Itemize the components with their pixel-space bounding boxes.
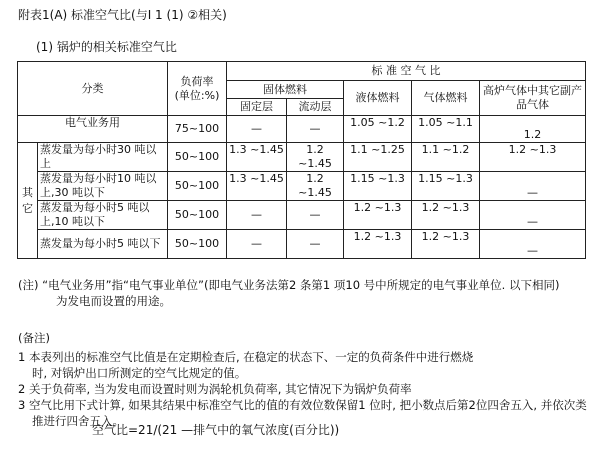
row-other-2-liquid: 1.15 ~1.3 (344, 172, 412, 201)
header-solid-fuel: 固体燃料 (227, 81, 344, 99)
header-load-rate-label: 负荷率 (180, 74, 214, 88)
row-other-3-gas: 1.2 ~1.3 (412, 201, 480, 230)
remarks-heading: (备注) (18, 331, 50, 345)
row-other-1-liquid: 1.1 ~1.25 (344, 143, 412, 172)
row-other-1-load: 50~100 (168, 143, 227, 172)
note-line-2: 为发电而设置的用途。 (56, 294, 171, 308)
row-other-4-liquid: 1.2 ~1.3 (344, 230, 412, 259)
row-other-1-fixed: 1.3 ~1.45 (227, 143, 287, 172)
page-title: 附表1(A) 标准空气比(与Ⅰ 1 (1) ②相关) (18, 8, 227, 22)
row-other-4-fluid: — (287, 230, 344, 259)
row-electric-bf: 1.2 (480, 116, 586, 143)
row-electric-label: 电气业务用 (18, 116, 168, 143)
header-bf-gas: 高炉气体中其它副产品气体 (480, 81, 586, 116)
remark-1-cont: 时, 对锅炉出口所测定的空气比规定的值。 (32, 366, 247, 380)
row-other-1-gas: 1.1 ~1.2 (412, 143, 480, 172)
header-load-rate (168, 62, 227, 116)
row-other-2-bf: — (480, 172, 586, 201)
row-other-1-label: 蒸发量为每小时30 吨以上 (38, 143, 168, 172)
row-other-1-fluid: 1.2 ~1.45 (287, 143, 344, 172)
row-other-2-fluid: 1.2 ~1.45 (287, 172, 344, 201)
row-other-4-bf: — (480, 230, 586, 259)
row-other-3-label: 蒸发量为每小时5 吨以上,10 吨以下 (38, 201, 168, 230)
remark-2: 2 关于负荷率, 当为发电而设置时则为涡轮机负荷率, 其它情况下为锅炉负荷率 (18, 382, 412, 396)
other-label-text: 其它 (22, 185, 33, 215)
row-electric-load: 75~100 (168, 116, 227, 143)
row-other-3-liquid: 1.2 ~1.3 (344, 201, 412, 230)
air-ratio-formula: 空气比=21/(21 —排气中的氧气浓度(百分比)) (92, 423, 340, 437)
row-other-4-gas: 1.2 ~1.3 (412, 230, 480, 259)
header-gas-fuel: 气体燃料 (412, 81, 480, 116)
row-other-2-gas: 1.15 ~1.3 (412, 172, 480, 201)
header-load-rate-unit: (单位:%) (174, 88, 220, 102)
note-line-1: (注) “电气业务用”指“电气事业单位”(即电气业务法第2 条第1 项10 号中所规定的电气事业单位. 以下相同) (18, 278, 560, 292)
row-other-4-label: 蒸发量为每小时5 吨以下 (38, 230, 168, 259)
remark-3: 3 空气比用下式计算, 如果其结果中标准空气比的值的有效位数保留1 位时, 把小数点后第2位四舍五入, 并依次类 (18, 398, 587, 412)
table-note (18, 277, 588, 309)
row-other-3-fixed: — (227, 201, 287, 230)
remark-1: 1 本表列出的标准空气比值是在定期检查后, 在稳定的状态下、一定的负荷条件中进行燃烧 (18, 350, 474, 364)
row-other-4-fixed: — (227, 230, 287, 259)
row-other-4-load: 50~100 (168, 230, 227, 259)
header-liquid-fuel: 液体燃料 (344, 81, 412, 116)
other-label (18, 143, 38, 259)
row-other-3-fluid: — (287, 201, 344, 230)
row-electric-liquid: 1.05 ~1.2 (344, 116, 412, 143)
row-other-3-bf: — (480, 201, 586, 230)
row-other-3-load: 50~100 (168, 201, 227, 230)
row-electric-fixed: — (227, 116, 287, 143)
header-fixed-bed: 固定层 (227, 99, 287, 116)
row-electric-gas: 1.05 ~1.1 (412, 116, 480, 143)
header-fluidized-bed: 流动层 (287, 99, 344, 116)
row-electric-fluid: — (287, 116, 344, 143)
row-other-2-fixed: 1.3 ~1.45 (227, 172, 287, 201)
header-category: 分类 (18, 62, 168, 116)
row-other-2-label: 蒸发量为每小时10 吨以上,30 吨以下 (38, 172, 168, 201)
air-ratio-table (17, 61, 586, 259)
remarks-section (18, 330, 598, 429)
row-other-1-bf: 1.2 ~1.3 (480, 143, 586, 172)
remark-3-cont: 推进行四舍五入。 (32, 414, 124, 428)
header-std-air-ratio: 标 准 空 气 比 (227, 62, 586, 81)
row-other-2-load: 50~100 (168, 172, 227, 201)
section-subtitle: (1) 锅炉的相关标准空气比 (36, 40, 177, 54)
